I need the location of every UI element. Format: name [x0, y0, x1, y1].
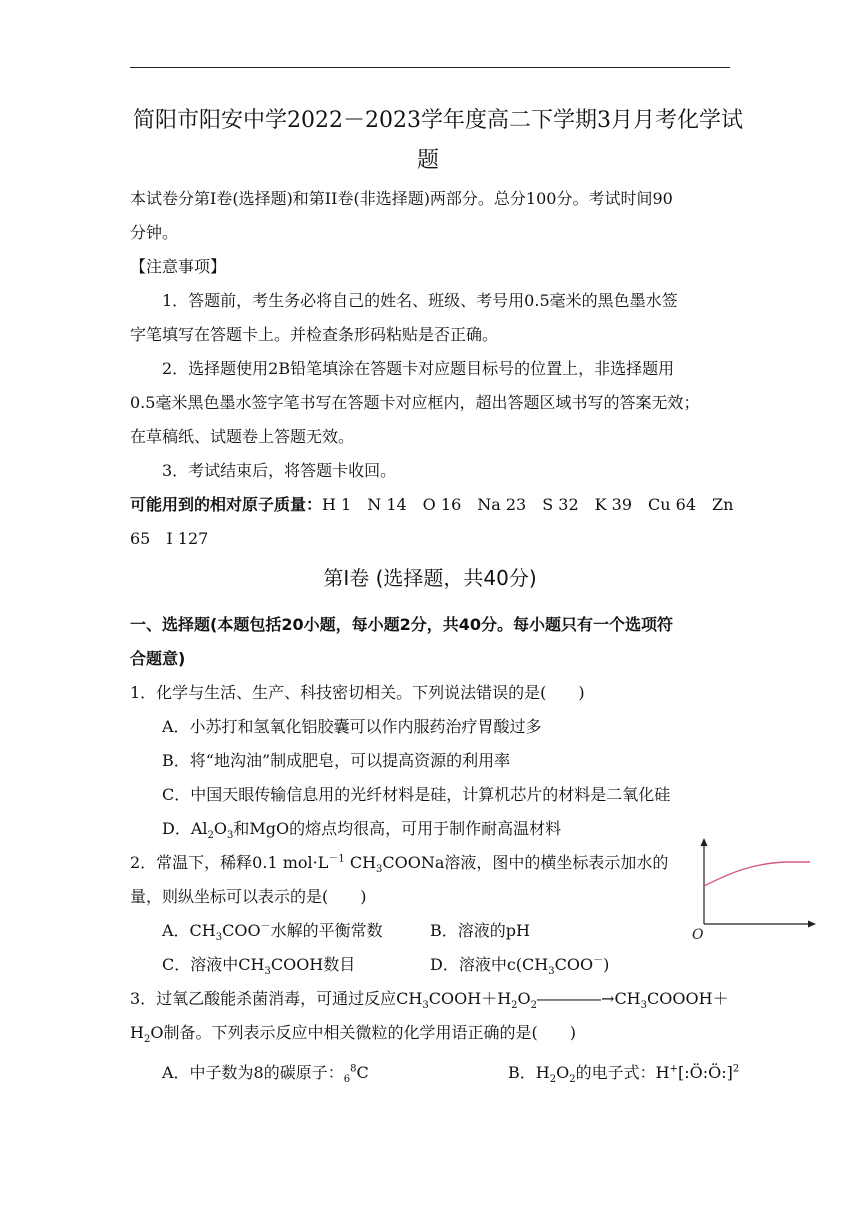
q1-option-c: C．中国天眼传输信息用的光纤材料是硅，计算机芯片的材料是二氧化硅: [162, 785, 671, 804]
q2-option-d: D．溶液中$c(CH_3COO^-)$: [430, 955, 610, 978]
notice-item2-line1: 2．选择题使用2B铅笔填涂在答题卡对应题目标号的位置上，非选择题用: [162, 359, 675, 378]
notice-item1-line1: 1．答题前，考生务必将自己的姓名、班级、考号用0.5毫米的黑色墨水签: [162, 291, 678, 310]
section1-heading-line1: 一、选择题(本题包括20小题，每小题2分，共40分。每小题只有一个选项符: [130, 615, 673, 634]
q1-option-d: D．$Al_2O_3$和MgO的熔点均很高，可用于制作耐高温材料: [162, 819, 562, 842]
notice-item2-line3: 在草稿纸、试题卷上答题无效。: [130, 427, 355, 446]
atomic-masses-label: 可能用到的相对原子质量：: [130, 495, 323, 514]
graph-curve: [704, 862, 810, 886]
atomic-masses-values: H 1 N 14 O 16 Na 23 S 32 K 39 Cu 64 Zn: [322, 495, 734, 514]
notice-item3: 3．考试结束后，将答题卡收回。: [162, 461, 397, 480]
q2-option-a: A．$CH_3COO^-$水解的平衡常数: [162, 921, 383, 944]
notice-heading: 【注意事项】: [130, 257, 227, 276]
q1-stem: 1．化学与生活、生产、科技密切相关。下列说法错误的是( ): [130, 683, 585, 702]
graph-origin-label: O: [692, 927, 704, 942]
q3-stem-line2: $H_2O$制备。下列表示反应中相关微粒的化学用语正确的是( ): [130, 1023, 576, 1046]
q3-stem-line1: 3．过氧乙酸能杀菌消毒，可通过反应$CH_3COOH+H_2O_2――――\to CH_3COOOH+$: [130, 989, 729, 1012]
q3-option-b: B．$H_2O_2$的电子式：H+[:Ö:Ö:]$^2$: [508, 1063, 740, 1086]
q2-stem-line2: 量，则纵坐标可以表示的是( ): [130, 887, 367, 906]
q2-stem-line1: 2．常温下，稀释0.1 $mol\cdot L^{-1}$ $CH_3COONa$溶液，图中的横坐标表示加水的: [130, 853, 669, 876]
q2-graph: [692, 838, 818, 942]
q2-option-c: C．溶液中$CH_3COOH$数目: [162, 955, 356, 978]
intro-line1: 本试卷分第I卷(选择题)和第II卷(非选择题)两部分。总分100分。考试时间90: [130, 189, 673, 208]
q1-option-b: B．将“地沟油”制成肥皂，可以提高资源的利用率: [162, 751, 511, 770]
intro-line2: 分钟。: [130, 223, 179, 242]
exam-title-line2: 题: [417, 148, 440, 173]
section1-title: 第Ⅰ卷 (选择题，共40分): [323, 566, 537, 590]
q2-option-b: B．溶液的pH: [430, 921, 530, 940]
header-rule: [130, 67, 730, 68]
notice-item2-line2: 0.5毫米黑色墨水签字笔书写在答题卡对应框内，超出答题区域书写的答案无效；: [130, 393, 700, 412]
q1-option-a: A．小苏打和氢氧化铝胶囊可以作内服药治疗胃酸过多: [162, 717, 542, 736]
atomic-masses-line2: 65 I 127: [130, 529, 209, 548]
notice-item1-line2: 字笔填写在答题卡上。并检查条形码粘贴是否正确。: [130, 325, 499, 344]
x-axis-arrow-icon: [808, 921, 816, 928]
q3-option-a: A．中子数为8的碳原子：$_6^8$C: [162, 1063, 369, 1086]
y-axis-arrow-icon: [701, 838, 708, 846]
exam-title-line1: 简阳市阳安中学2022－2023学年度高二下学期3月月考化学试: [133, 108, 743, 133]
section1-heading-line2: 合题意): [130, 649, 186, 668]
atomic-masses-line1: [130, 494, 733, 516]
